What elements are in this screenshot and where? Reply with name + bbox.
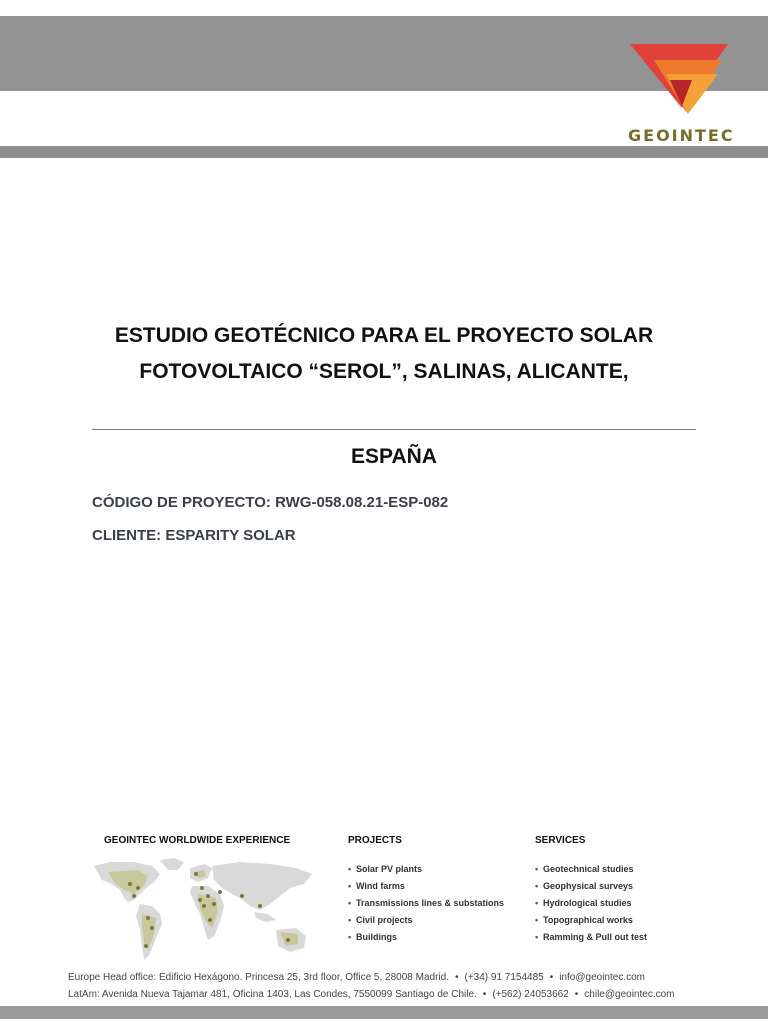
bullet-icon: •: [535, 881, 539, 891]
bullet-icon: •: [348, 864, 352, 874]
latam-address: LatAm: Avenida Nueva Tajamar 481, Oficina 1403, Las Condes, 7550099 Santiago de Chile.: [68, 989, 477, 1000]
europe-address: Europe Head office: Edificio Hexágono. Princesa 25, 3rd floor, Office 5, 28008 Madrid.: [68, 972, 449, 983]
list-item: • Topographical works: [535, 915, 633, 925]
projects-list: [348, 864, 504, 949]
europe-phone: (+34) 91 7154485: [464, 972, 544, 983]
title-divider: [92, 429, 696, 430]
footer-band: [0, 1006, 768, 1019]
footer-latam-office: [68, 989, 728, 1000]
bullet-icon: •: [348, 881, 352, 891]
report-title-line1: ESTUDIO GEOTÉCNICO PARA EL PROYECTO SOLAR: [114, 324, 654, 347]
bullet-icon: •: [348, 915, 352, 925]
list-item: • Transmissions lines & substations: [348, 898, 505, 908]
report-title: [60, 318, 708, 390]
list-item: • Geophysical surveys: [535, 881, 634, 891]
bullet-icon: •: [535, 932, 539, 942]
project-code: CÓDIGO DE PROYECTO: RWG-058.08.21-ESP-082: [92, 494, 449, 511]
report-title-line2: FOTOVOLTAICO “SEROL”, SALINAS, ALICANTE,: [139, 360, 629, 383]
footer-europe-office: [68, 972, 728, 983]
list-item: • Geotechnical studies: [535, 864, 634, 874]
logo-wordmark: GEOINTEC: [628, 126, 735, 145]
geointec-logo: [626, 40, 734, 146]
projects-heading: PROJECTS: [348, 835, 402, 846]
separator: •: [574, 989, 579, 1000]
list-item: • Ramming & Pull out test: [535, 932, 648, 942]
europe-email-link[interactable]: info@geointec.com: [559, 972, 645, 983]
list-item: • Buildings: [348, 932, 397, 942]
list-item: • Civil projects: [348, 915, 413, 925]
services-heading: SERVICES: [535, 835, 586, 846]
list-item: • Solar PV plants: [348, 864, 423, 874]
latam-phone: (+562) 24053662: [492, 989, 569, 1000]
client-name: CLIENTE: ESPARITY SOLAR: [92, 527, 296, 544]
bullet-icon: •: [348, 932, 352, 942]
separator: •: [454, 972, 459, 983]
bullet-icon: •: [535, 898, 539, 908]
services-list: [535, 864, 647, 949]
header-divider-band: [0, 146, 768, 158]
bullet-icon: •: [535, 864, 539, 874]
bullet-icon: •: [348, 898, 352, 908]
list-item: • Hydrological studies: [535, 898, 632, 908]
worldwide-experience-heading: GEOINTEC WORLDWIDE EXPERIENCE: [104, 835, 291, 846]
bullet-icon: •: [535, 915, 539, 925]
world-map-icon: [90, 858, 322, 964]
list-item: • Wind farms: [348, 881, 405, 891]
report-country: ESPAÑA: [351, 445, 437, 468]
latam-email-link[interactable]: chile@geointec.com: [584, 989, 675, 1000]
separator: •: [549, 972, 554, 983]
separator: •: [482, 989, 487, 1000]
logo-triangle-icon: [626, 40, 734, 126]
